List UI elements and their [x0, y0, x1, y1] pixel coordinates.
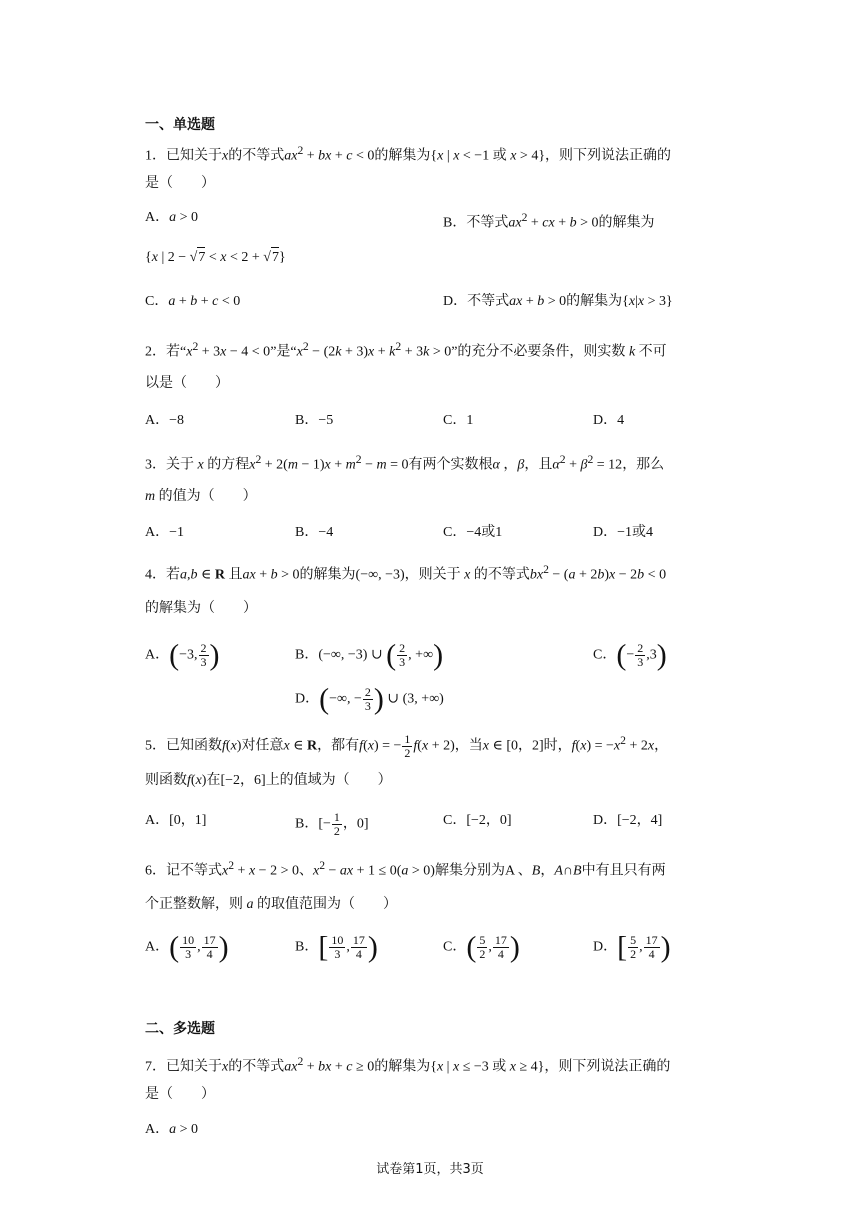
question-6-option-d[interactable]: D．[ $\frac{5}{2}$ , $\frac{17}{4}$ ) — [593, 930, 671, 964]
question-5-line-1: 5．已知函数f(x)对任意x ∈ R，都有f(x) = − $\frac{1}{2}$ f(x + 2)，当x ∈ [0，2]时，$f(x) = -x^2 + 2x$， — [145, 731, 669, 760]
question-2-line-2: 以是（ ） — [145, 376, 229, 391]
question-5-option-d[interactable]: D．[−2，4] — [593, 813, 663, 828]
question-4-option-c[interactable]: C．(− $\frac{2}{3}$ ,3) — [593, 638, 667, 672]
question-1-line-1: 1．已知关于x的不等式$ax^2$ + bx + c < 0的解集为{x | x < −1 或 x > 4}，则下列说法正确的 — [145, 144, 672, 164]
question-7-option-a[interactable]: A．a > 0 — [145, 1122, 199, 1137]
question-4-line-2: 的解集为（ ） — [145, 601, 257, 616]
question-1-option-b[interactable]: B．不等式$ax^2$ + cx + b > 0的解集为 — [443, 211, 655, 231]
question-5-option-c[interactable]: C．[−2，0] — [443, 813, 512, 828]
question-4-line-1: 4．若a,b ∈ R 且ax + b > 0的解集为(−∞, −3)，则关于 x 的不等式$bx^2 - (a + 2b)x - 2b < 0$ — [145, 563, 667, 583]
question-3-option-a[interactable]: A．−1 — [145, 525, 185, 540]
question-3-option-b[interactable]: B．−4 — [295, 525, 334, 540]
section-heading-single-choice: 一、单选题 — [145, 117, 215, 133]
question-5-option-b[interactable]: B．[− $\frac{1}{2}$ ，0] — [295, 810, 369, 838]
question-6-line-1: 6．记不等式$x^2 + x - 2 > 0$、$x^2$ − ax + 1 ≤ 0(a > 0)解集分别为A 、B，A∩B中有且只有两 — [145, 859, 666, 879]
question-5-line-2: 则函数f(x)在[−2，6]上的值域为（ ） — [145, 773, 392, 788]
question-1-option-d[interactable]: D．不等式ax + b > 0的解集为{x|x > 3} — [443, 294, 673, 309]
question-1-option-c[interactable]: C．a + b + c < 0 — [145, 294, 241, 309]
question-6-option-c[interactable]: C．( $\frac{5}{2}$ , $\frac{17}{4}$ ) — [443, 930, 520, 964]
question-7-line-1: 7．已知关于x的不等式$ax^2$ + bx + c ≥ 0的解集为{x | x ≤ −3 或 x ≥ 4}，则下列说法正确的 — [145, 1055, 671, 1075]
question-4-option-b[interactable]: B．(−∞, −3) ∪ ( $\frac{2}{3}$ , +∞) — [295, 638, 444, 672]
question-4-option-a[interactable]: A．(−3, $\frac{2}{3}$ ) — [145, 638, 220, 672]
question-2-option-d[interactable]: D．4 — [593, 413, 625, 428]
question-3-line-1: 3．关于 x 的方程$x^2 + 2(m - 1)x + m^2 - m = 0$有两个实数根α ，β，且$\alpha^2 + \beta^2 = 12$，那么 — [145, 453, 665, 473]
question-1-line-2: 是（ ） — [145, 176, 215, 191]
question-6-option-a[interactable]: A．( $\frac{10}{3}$ , $\frac{17}{4}$ ) — [145, 930, 229, 964]
question-3-line-2: m 的值为（ ） — [145, 489, 257, 504]
question-7-line-2: 是（ ） — [145, 1087, 215, 1102]
question-3-option-c[interactable]: C．−4或1 — [443, 525, 503, 540]
section-heading-multiple-choice: 二、多选题 — [145, 1021, 215, 1037]
question-2-option-c[interactable]: C．1 — [443, 413, 474, 428]
question-5-option-a[interactable]: A．[0，1] — [145, 813, 207, 828]
question-3-option-d[interactable]: D．−1或4 — [593, 525, 654, 540]
page-footer: 试卷第1页，共3页 — [376, 1162, 484, 1177]
question-2-option-b[interactable]: B．−5 — [295, 413, 334, 428]
question-1-option-a[interactable]: A．a > 0 — [145, 210, 199, 225]
question-1-option-b-continued: {x | 2 − √7 < x < 2 + √7} — [145, 247, 286, 268]
question-4-option-d[interactable]: D．(−∞, − $\frac{2}{3}$ ) ∪ (3, +∞) — [295, 682, 444, 716]
question-2-line-1: 2．若“$x^2 + 3x - 4 < 0$”是“$x^2 - (2k + 3)x + k^2 + 3k > 0$”的充分不必要条件，则实数 k 不可 — [145, 340, 667, 360]
question-6-option-b[interactable]: B．[ $\frac{10}{3}$ , $\frac{17}{4}$ ) — [295, 930, 378, 964]
question-6-line-2: 个正整数解，则 a 的取值范围为（ ） — [145, 897, 397, 912]
question-2-option-a[interactable]: A．−8 — [145, 413, 185, 428]
